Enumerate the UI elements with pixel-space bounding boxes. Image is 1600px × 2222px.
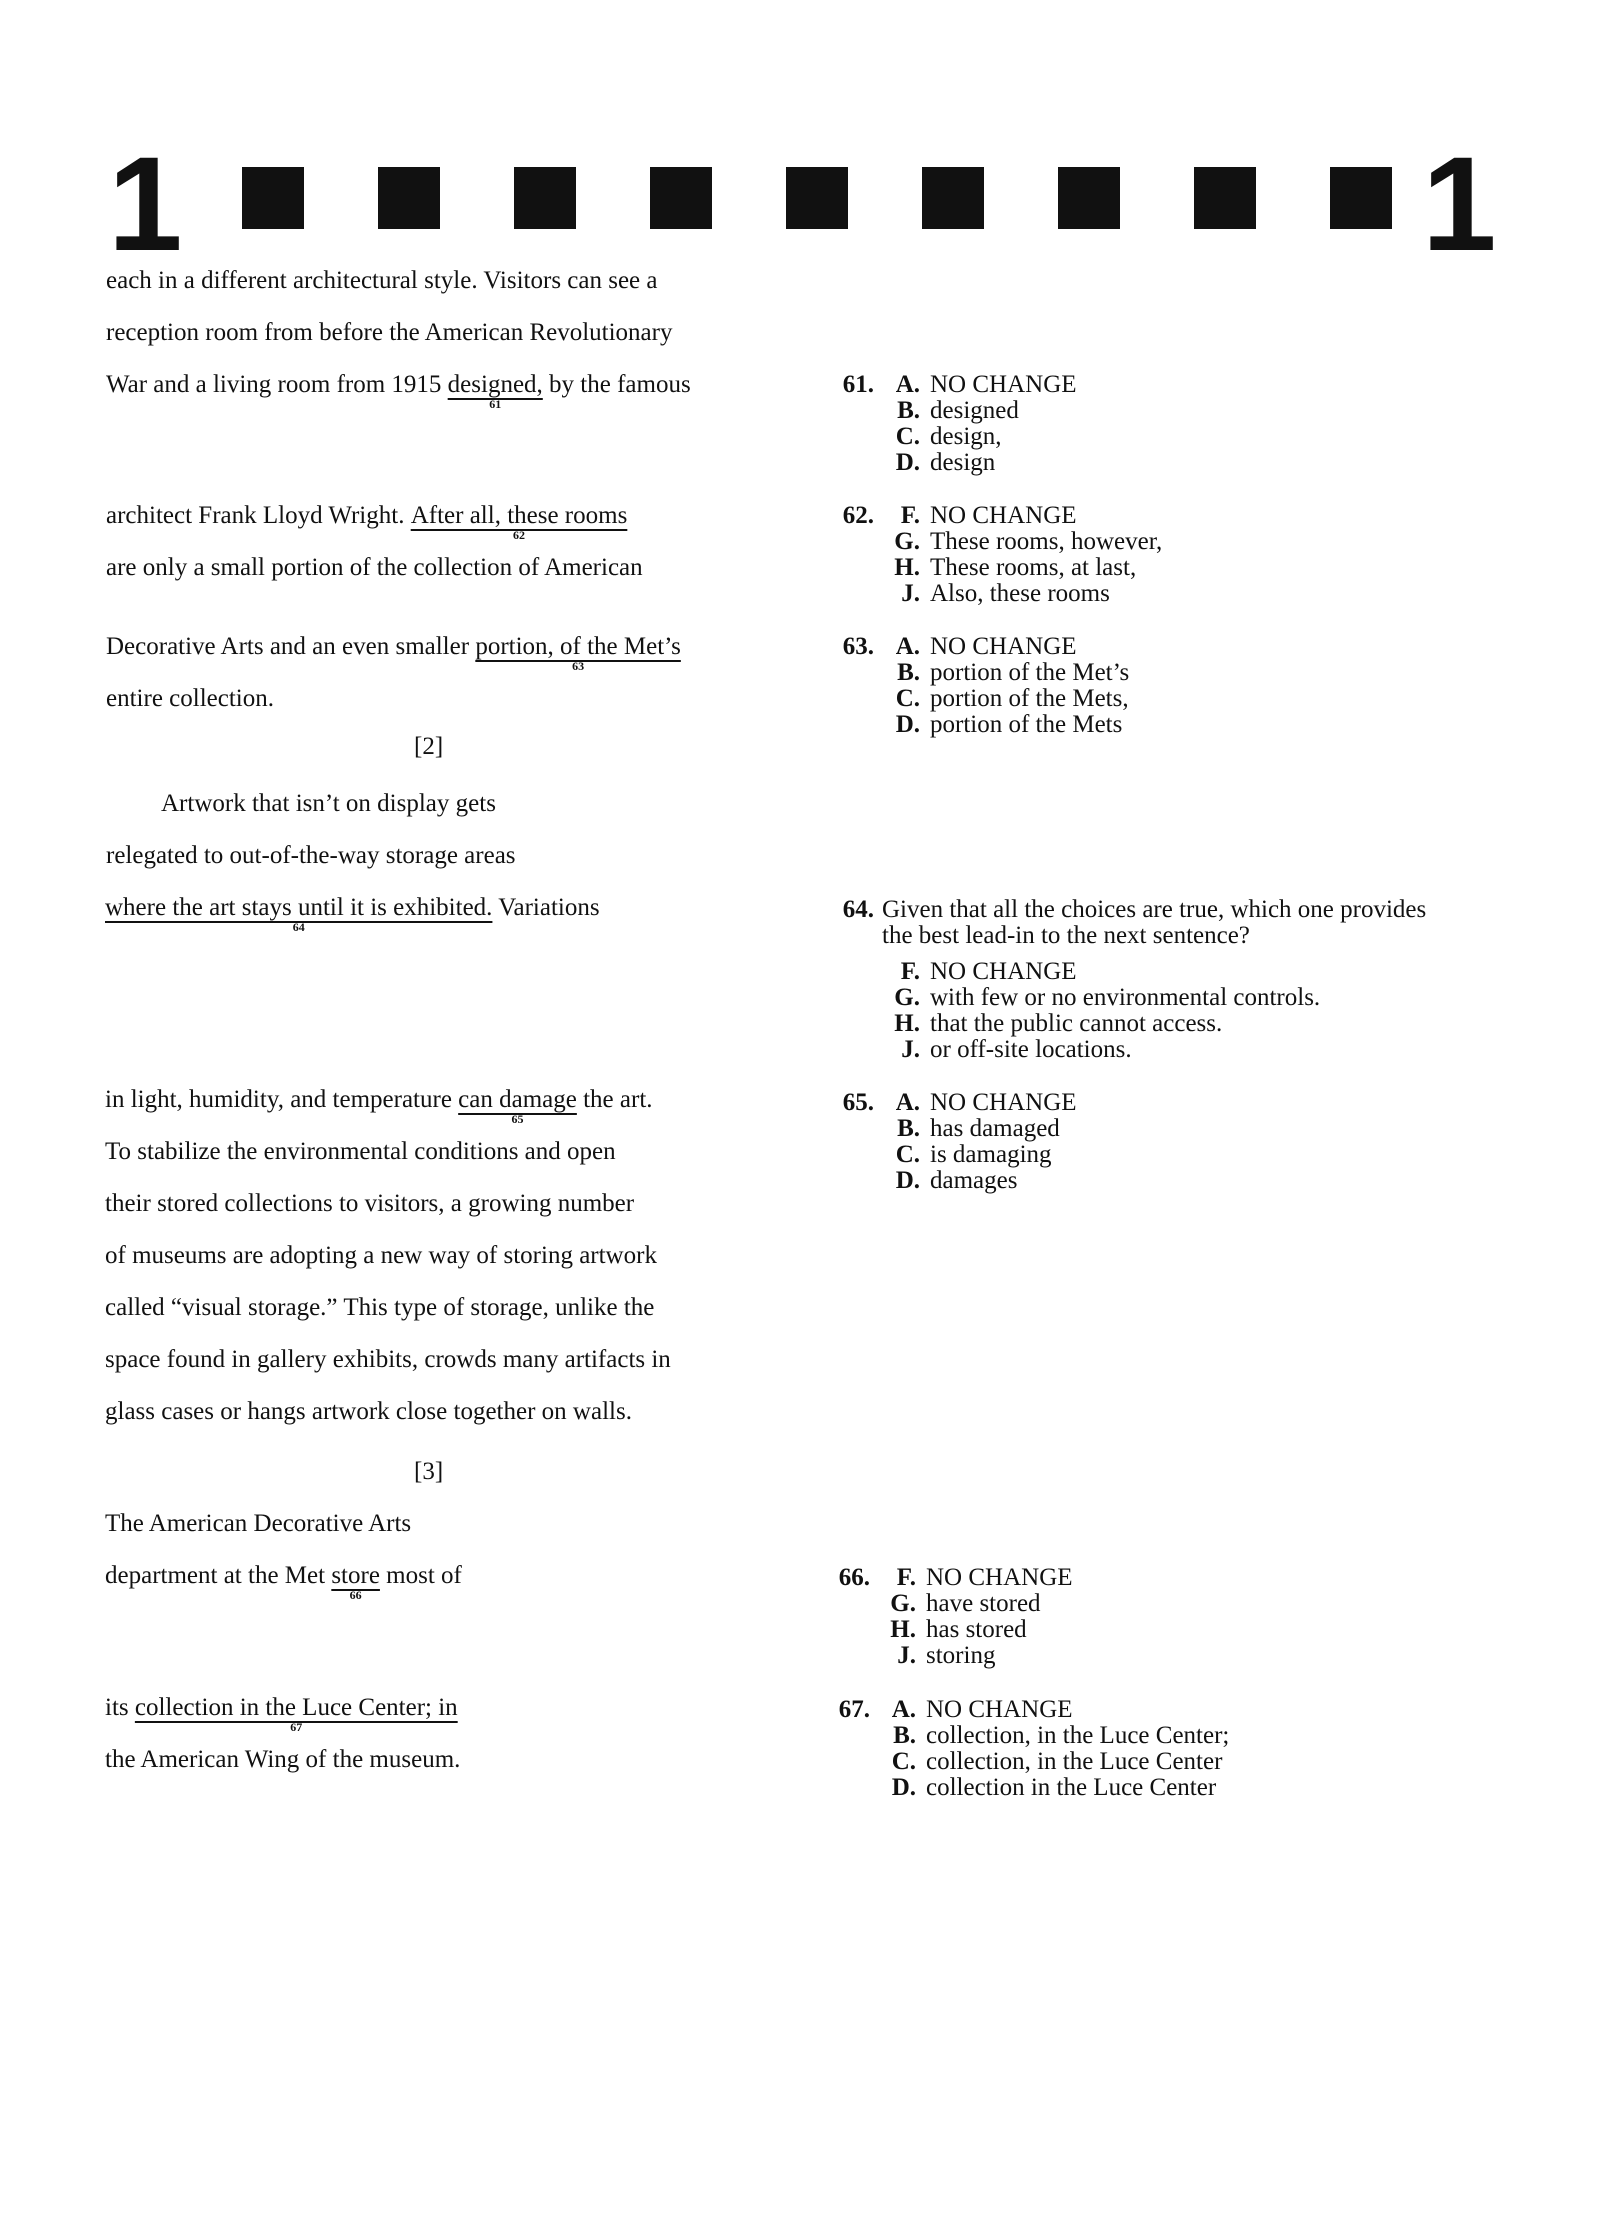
option-letter: A. — [895, 371, 920, 398]
question-marker: 64 — [292, 920, 305, 934]
header-square — [1330, 167, 1392, 229]
answer-option[interactable] — [824, 529, 1162, 555]
option-letter: D. — [895, 1167, 920, 1194]
answer-option[interactable] — [824, 581, 1162, 607]
question-61 — [824, 372, 1077, 476]
passage-line: glass cases or hangs artwork close together on walls. — [105, 1398, 632, 1425]
question-number: 63. — [842, 633, 874, 660]
option-text: design, — [930, 423, 1002, 450]
option-letter: C. — [895, 685, 920, 712]
answer-option[interactable] — [824, 1037, 1426, 1063]
paragraph-label-2: [2] — [414, 733, 444, 760]
passage-line: in light, humidity, and temperature can damage 65 the art. — [105, 1086, 653, 1126]
section-number-right: 1 — [1422, 130, 1497, 279]
answer-option[interactable] — [824, 959, 1426, 985]
option-letter: F. — [900, 502, 920, 529]
option-text: collection in the Luce Center — [926, 1774, 1217, 1801]
answer-option[interactable] — [824, 555, 1162, 581]
answer-option[interactable] — [824, 660, 1129, 686]
option-letter: J. — [897, 1642, 916, 1669]
option-text: has damaged — [930, 1115, 1060, 1142]
option-text: storing — [926, 1642, 996, 1669]
question-number: 66. — [838, 1564, 870, 1591]
option-text: has stored — [926, 1616, 1027, 1643]
header-square — [378, 167, 440, 229]
passage-line: Decorative Arts and an even smaller portion, of the Met’s 63 — [106, 633, 681, 673]
question-number: 65. — [842, 1089, 874, 1116]
passage-line: called “visual storage.” This type of storage, unlike the — [105, 1294, 655, 1321]
option-text: have stored — [926, 1590, 1041, 1617]
option-letter: B. — [893, 1722, 916, 1749]
underlined-portion-61: designed, 61 — [447, 371, 543, 411]
answer-option[interactable] — [820, 1697, 1229, 1723]
underlined-portion-66: store 66 — [331, 1562, 380, 1602]
question-number: 61. — [842, 371, 874, 398]
question-62 — [824, 503, 1162, 607]
option-letter: C. — [895, 423, 920, 450]
passage-line: are only a small portion of the collection of American — [106, 554, 643, 581]
question-marker: 65 — [511, 1112, 524, 1126]
underlined-portion-62: After all, these rooms 62 — [410, 502, 628, 542]
passage-line: War and a living room from 1915 designed, 61 by the famous — [106, 371, 691, 411]
option-text: that the public cannot access. — [930, 1010, 1223, 1037]
option-letter: G. — [894, 984, 920, 1011]
option-text: NO CHANGE — [930, 958, 1077, 985]
option-text: NO CHANGE — [930, 633, 1077, 660]
answer-option[interactable] — [824, 985, 1426, 1011]
passage-line: department at the Met store 66 most of — [105, 1562, 462, 1602]
option-letter: B. — [897, 659, 920, 686]
header-square — [1058, 167, 1120, 229]
option-letter: A. — [891, 1696, 916, 1723]
option-letter: H. — [894, 554, 920, 581]
underlined-portion-65: can damage 65 — [458, 1086, 577, 1126]
passage-line: Artwork that isn’t on display gets — [161, 790, 496, 817]
answer-option[interactable] — [824, 634, 1129, 660]
question-63 — [824, 634, 1129, 738]
header-square — [1194, 167, 1256, 229]
option-text: NO CHANGE — [930, 1089, 1077, 1116]
answer-option[interactable] — [820, 1591, 1073, 1617]
option-text: damages — [930, 1167, 1018, 1194]
question-marker: 67 — [290, 1720, 303, 1734]
option-letter: G. — [894, 528, 920, 555]
paragraph-label-3: [3] — [414, 1458, 444, 1485]
answer-option[interactable] — [824, 712, 1129, 738]
answer-option[interactable] — [820, 1565, 1073, 1591]
answer-option[interactable] — [824, 503, 1162, 529]
option-text: Also, these rooms — [930, 580, 1110, 607]
option-text: or off-site locations. — [930, 1036, 1132, 1063]
passage-line: its collection in the Luce Center; in 67 — [105, 1694, 458, 1734]
option-letter: A. — [895, 1089, 920, 1116]
passage-line: entire collection. — [106, 685, 274, 712]
option-letter: C. — [891, 1748, 916, 1775]
underlined-portion-67: collection in the Luce Center; in 67 — [134, 1694, 458, 1734]
option-text: designed — [930, 397, 1019, 424]
question-number: 67. — [838, 1696, 870, 1723]
answer-option[interactable] — [820, 1617, 1073, 1643]
answer-option[interactable] — [824, 398, 1077, 424]
passage-line: where the art stays until it is exhibited. 64 Variations — [105, 894, 600, 934]
option-letter: J. — [901, 1036, 920, 1063]
passage-line: of museums are adopting a new way of storing artwork — [105, 1242, 657, 1269]
option-letter: B. — [897, 1115, 920, 1142]
answer-option[interactable] — [824, 1090, 1077, 1116]
passage-line: relegated to out-of-the-way storage areas — [106, 842, 516, 869]
passage-line: architect Frank Lloyd Wright. After all, these rooms 62 — [106, 502, 628, 542]
question-marker: 61 — [489, 397, 502, 411]
option-letter: F. — [896, 1564, 916, 1591]
answer-option[interactable] — [820, 1643, 1073, 1669]
answer-option[interactable] — [824, 1011, 1426, 1037]
option-text: NO CHANGE — [930, 502, 1077, 529]
passage-line: reception room from before the American Revolutionary — [106, 319, 673, 346]
option-letter: H. — [894, 1010, 920, 1037]
question-67 — [820, 1697, 1229, 1801]
option-text: is damaging — [930, 1141, 1052, 1168]
answer-option[interactable] — [824, 450, 1077, 476]
question-number: 62. — [842, 502, 874, 529]
question-stem-line: the best lead-in to the next sentence? — [882, 922, 1250, 949]
answer-option[interactable] — [824, 424, 1077, 450]
header-square — [650, 167, 712, 229]
option-text: collection, in the Luce Center; — [926, 1722, 1230, 1749]
option-text: NO CHANGE — [930, 371, 1077, 398]
section-number-left: 1 — [108, 130, 183, 279]
option-text: with few or no environmental controls. — [930, 984, 1321, 1011]
option-text: These rooms, at last, — [930, 554, 1137, 581]
question-marker: 62 — [513, 528, 525, 542]
answer-option[interactable] — [824, 1168, 1077, 1194]
question-marker: 63 — [572, 659, 585, 673]
option-letter: D. — [895, 711, 920, 738]
header-square — [922, 167, 984, 229]
option-text: portion of the Mets — [930, 711, 1123, 738]
option-letter: A. — [895, 633, 920, 660]
option-letter: B. — [897, 397, 920, 424]
header-square — [786, 167, 848, 229]
answer-option[interactable] — [824, 372, 1077, 398]
option-letter: G. — [890, 1590, 916, 1617]
question-65 — [824, 1090, 1077, 1194]
option-letter: J. — [901, 580, 920, 607]
question-stem-line: Given that all the choices are true, which one provides — [882, 896, 1427, 923]
passage-line: To stabilize the environmental conditions and open — [105, 1138, 616, 1165]
option-letter: C. — [895, 1141, 920, 1168]
underlined-portion-63: portion, of the Met’s 63 — [475, 633, 681, 673]
passage-line: the American Wing of the museum. — [105, 1746, 461, 1773]
option-letter: H. — [890, 1616, 916, 1643]
option-letter: F. — [900, 958, 920, 985]
answer-option[interactable] — [824, 1142, 1077, 1168]
header-square — [242, 167, 304, 229]
answer-option[interactable] — [824, 1116, 1077, 1142]
question-66 — [820, 1565, 1073, 1669]
option-text: design — [930, 449, 996, 476]
passage-line: The American Decorative Arts — [105, 1510, 412, 1537]
option-text: These rooms, however, — [930, 528, 1163, 555]
passage-line: each in a different architectural style. Visitors can see a — [106, 267, 658, 294]
passage-line: their stored collections to visitors, a growing number — [105, 1190, 635, 1217]
option-text: portion of the Mets, — [930, 685, 1129, 712]
underlined-portion-64: where the art stays until it is exhibited. 64 — [105, 894, 493, 934]
option-letter: D. — [891, 1774, 916, 1801]
option-text: portion of the Met’s — [930, 659, 1130, 686]
answer-option[interactable] — [824, 686, 1129, 712]
header-square — [514, 167, 576, 229]
answer-option[interactable] — [820, 1749, 1229, 1775]
passage-line: space found in gallery exhibits, crowds many artifacts in — [105, 1346, 671, 1373]
question-number: 64. — [842, 896, 874, 923]
option-text: NO CHANGE — [926, 1696, 1073, 1723]
option-text: collection, in the Luce Center — [926, 1748, 1223, 1775]
question-64 — [824, 897, 1426, 1063]
question-marker: 66 — [349, 1588, 362, 1602]
answer-option[interactable] — [820, 1723, 1229, 1749]
answer-option[interactable] — [820, 1775, 1229, 1801]
option-text: NO CHANGE — [926, 1564, 1073, 1591]
option-letter: D. — [895, 449, 920, 476]
